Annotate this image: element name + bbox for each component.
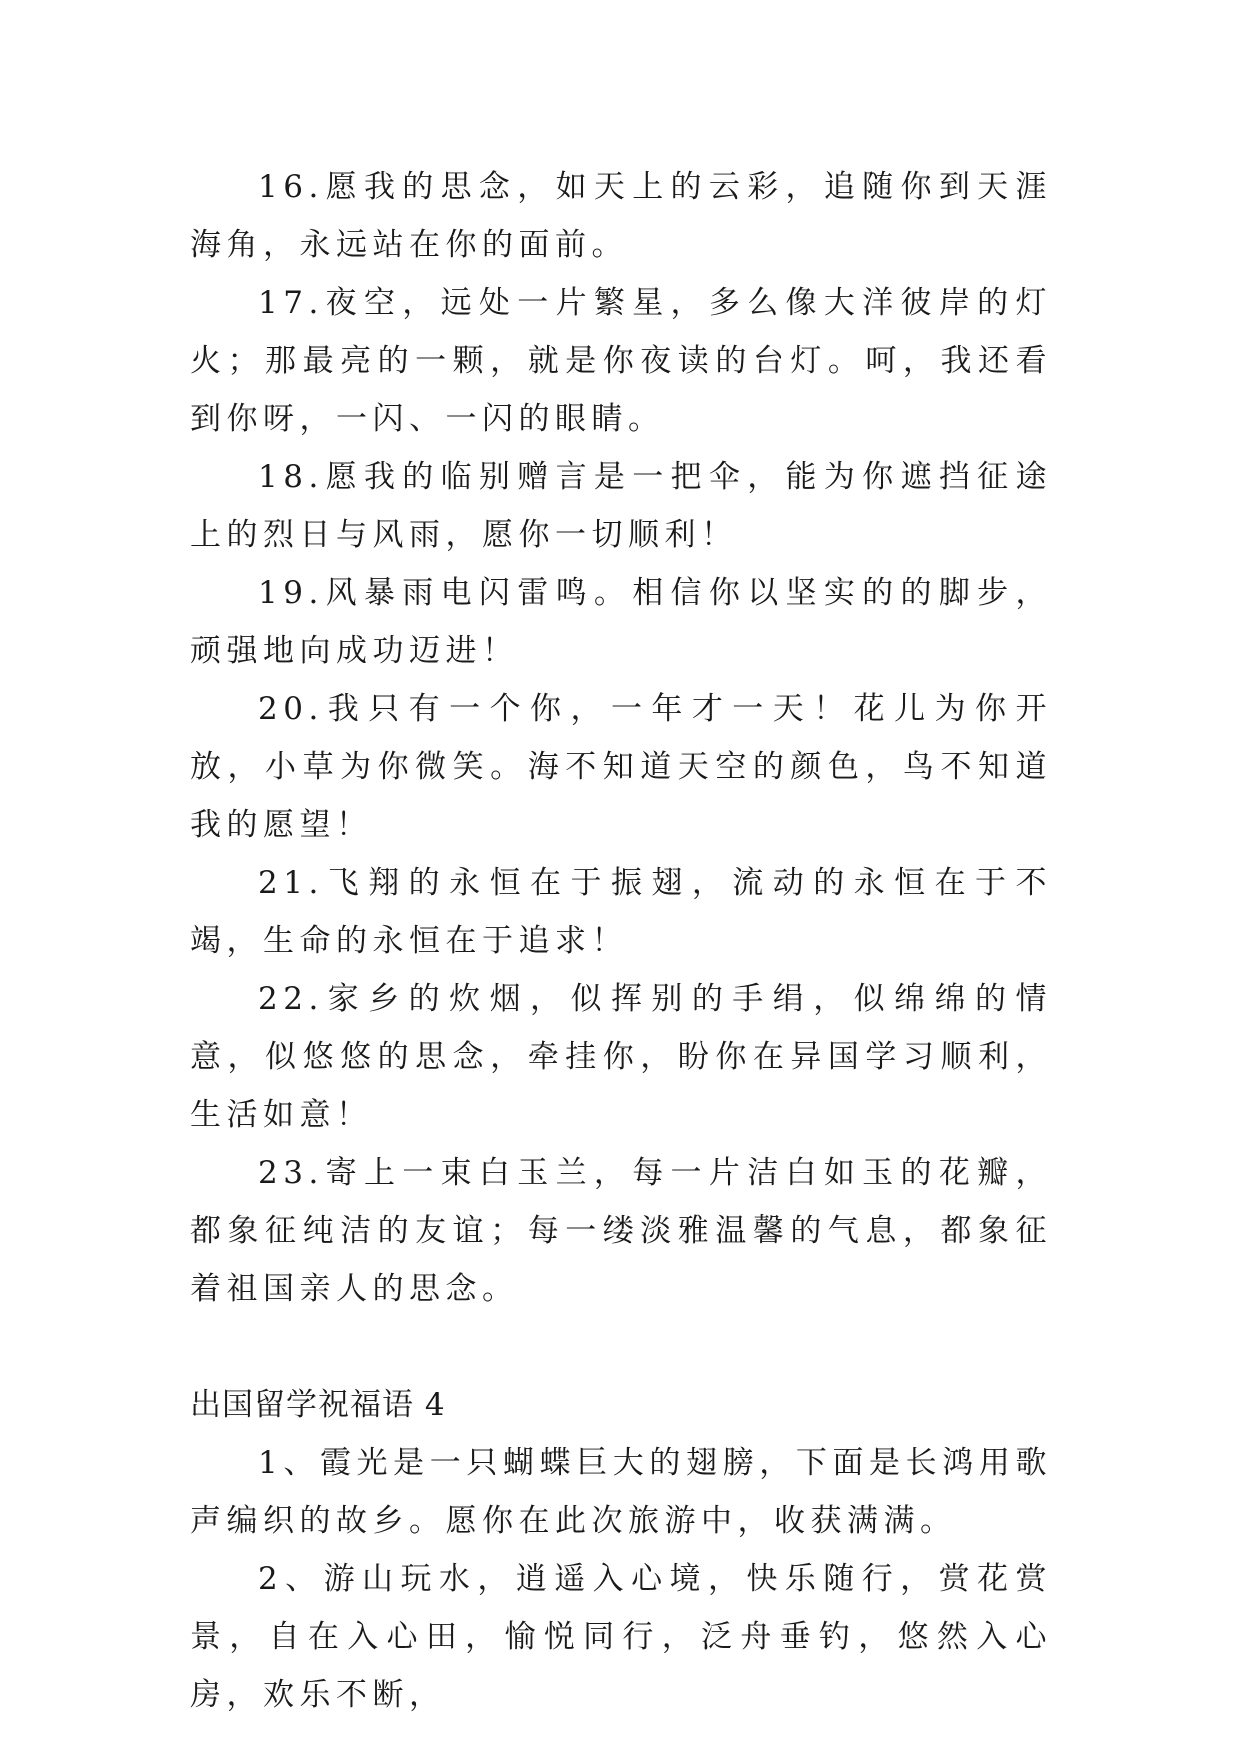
paragraph-21: 21.飞翔的永恒在于振翅，流动的永恒在于不竭，生命的永恒在于追求！	[190, 865, 1052, 959]
section-heading: 出国留学祝福语 4	[190, 1387, 446, 1423]
paragraph-22: 22.家乡的炊烟，似挥别的手绢，似绵绵的情意，似悠悠的思念，牵挂你，盼你在异国学习顺利，生活如意！	[190, 981, 1052, 1133]
paragraph-23: 23.寄上一束白玉兰，每一片洁白如玉的花瓣，都象征纯洁的友谊；每一缕淡雅温馨的气息，都象征着祖国亲人的思念。	[190, 1155, 1052, 1307]
paragraph-s2-2: 2、游山玩水，逍遥入心境，快乐随行，赏花赏景，自在入心田，愉悦同行，泛舟垂钓，悠然入心房，欢乐不断，	[190, 1561, 1052, 1713]
paragraph-17: 17.夜空，远处一片繁星，多么像大洋彼岸的灯火；那最亮的一颗，就是你夜读的台灯。呵，我还看到你呀，一闪、一闪的眼睛。	[190, 285, 1052, 437]
paragraph-16: 16.愿我的思念，如天上的云彩，追随你到天涯海角，永远站在你的面前。	[190, 169, 1052, 263]
paragraph-s2-1: 1、霞光是一只蝴蝶巨大的翅膀，下面是长鸿用歌声编织的故乡。愿你在此次旅游中，收获满满。	[190, 1445, 1052, 1539]
document-body	[190, 158, 1052, 1724]
paragraph-20: 20.我只有一个你，一年才一天！花儿为你开放，小草为你微笑。海不知道天空的颜色，鸟不知道我的愿望！	[190, 691, 1052, 843]
paragraph-18: 18.愿我的临别赠言是一把伞，能为你遮挡征途上的烈日与风雨，愿你一切顺利！	[190, 459, 1052, 553]
paragraph-19: 19.风暴雨电闪雷鸣。相信你以坚实的的脚步，顽强地向成功迈进！	[190, 575, 1052, 669]
